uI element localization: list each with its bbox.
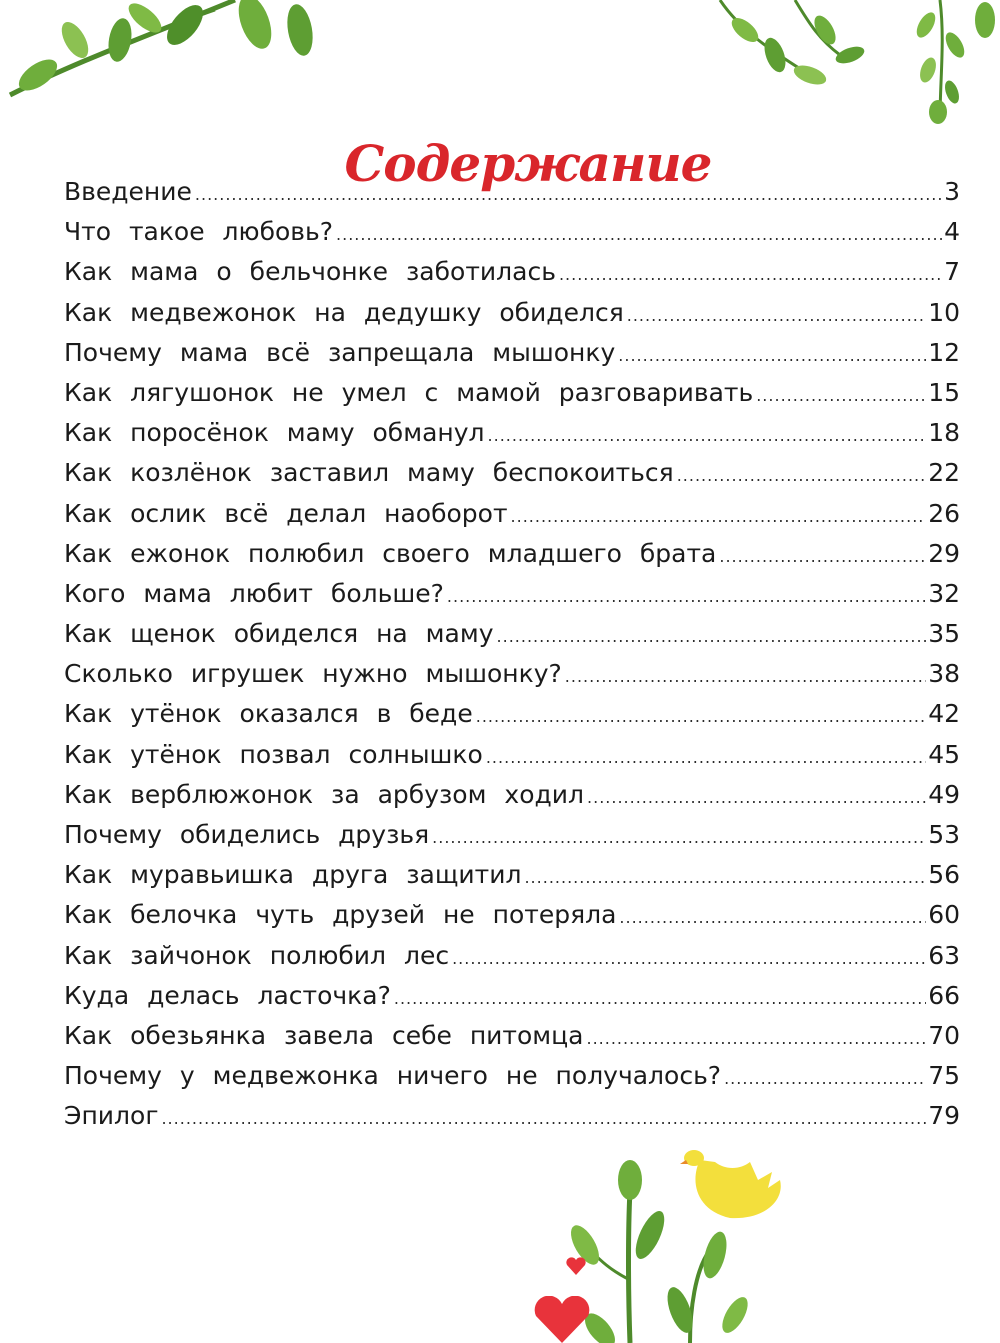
toc-entry-title: Как лягушонок не умел с мамой разговаривать [64,377,754,407]
toc-entry-page: 70 [928,1020,960,1050]
toc-entry-page: 3 [944,177,960,206]
toc-entry-page: 75 [928,1061,960,1091]
table-of-contents [64,172,960,1137]
toc-entry-page: 38 [928,659,960,689]
toc-entry [64,815,960,855]
toc-dot-leader [559,255,942,295]
toc-entry [64,855,960,895]
toc-entry-page: 18 [928,418,960,448]
toc-entry-page: 10 [928,297,960,327]
toc-entry [64,654,960,694]
toc-entry-title: Введение [64,177,192,206]
leaf-vines-top-right-icon [700,0,1000,130]
toc-entry [64,172,960,212]
toc-entry [64,936,960,976]
toc-entry-title: Как щенок обиделся на маму [64,619,494,649]
toc-dot-leader [486,738,926,778]
toc-dot-leader [565,657,926,697]
toc-entry-title: Почему обиделись друзья [64,820,430,849]
heart-small-icon [565,1256,587,1276]
toc-entry-title: Как поросёнок маму обманул [64,418,485,448]
toc-entry-page: 4 [944,217,960,247]
toc-entry-page: 35 [928,619,960,649]
toc-entry-title: Почему у медвежонка ничего не получалось? [64,1061,722,1091]
toc-entry-page: 56 [928,860,960,890]
toc-dot-leader [432,818,926,858]
toc-entry [64,976,960,1016]
toc-entry [64,694,960,734]
toc-entry-page: 15 [928,377,960,407]
toc-entry-title: Что такое любовь? [64,217,334,247]
toc-entry-page: 7 [944,257,960,287]
toc-entry-title: Как медвежонок на дедушку обиделся [64,297,624,327]
toc-entry [64,895,960,935]
toc-entry-title: Кого мама любит больше? [64,578,444,608]
toc-dot-leader [452,939,926,979]
toc-entry-title: Как козлёнок заставил маму беспокоиться [64,458,674,488]
toc-dot-leader [586,1019,926,1059]
toc-dot-leader [719,537,926,577]
toc-entry-title: Как утёнок оказался в беде [64,699,473,729]
toc-dot-leader [677,456,926,496]
toc-entry [64,775,960,815]
toc-entry-page: 12 [928,337,960,367]
toc-entry [64,534,960,574]
toc-entry [64,453,960,493]
toc-dot-leader [618,336,926,376]
toc-entry [64,1016,960,1056]
toc-dot-leader [195,175,942,215]
toc-entry-title: Как белочка чуть друзей не потеряла [64,900,617,930]
leaf-branch-top-left-icon [0,0,330,110]
toc-entry-page: 29 [928,538,960,568]
toc-dot-leader [524,858,926,898]
toc-entry-title: Как ежонок полюбил своего младшего брата [64,538,717,568]
toc-entry-page: 32 [928,578,960,608]
chick-icon [680,1150,790,1225]
toc-dot-leader [161,1099,926,1139]
toc-entry-title: Куда делась ласточка? [64,980,391,1010]
toc-entry-page: 60 [928,900,960,930]
toc-entry-title: Как ослик всё делал наоборот [64,498,508,528]
toc-dot-leader [394,979,926,1019]
toc-entry [64,212,960,252]
toc-dot-leader [627,296,926,336]
toc-entry-title: Почему мама всё запрещала мышонку [64,337,616,367]
toc-entry [64,1096,960,1136]
toc-dot-leader [336,215,942,255]
toc-entry-title: Сколько игрушек нужно мышонку? [64,659,562,689]
toc-entry [64,413,960,453]
toc-dot-leader [756,376,926,416]
page-title: Содержание [344,133,712,193]
toc-entry-page: 79 [928,1101,960,1131]
toc-entry-title: Как муравьишка друга защитил [64,860,522,890]
toc-entry-title: Эпилог [64,1101,159,1131]
toc-entry-page: 45 [928,739,960,769]
heart-large-icon [532,1296,592,1343]
toc-entry [64,293,960,333]
toc-entry [64,373,960,413]
toc-dot-leader [587,778,926,818]
toc-entry [64,252,960,292]
toc-dot-leader [724,1059,926,1099]
toc-entry [64,494,960,534]
toc-entry [64,574,960,614]
toc-entry-page: 42 [928,699,960,729]
toc-entry-title: Как мама о бельчонке заботилась [64,257,556,287]
toc-entry-title: Как верблюжонок за арбузом ходил [64,779,585,809]
toc-entry-title: Как обезьянка завела себе питомца [64,1020,584,1050]
toc-entry [64,735,960,775]
toc-entry [64,333,960,373]
toc-entry-title: Как утёнок позвал солнышко [64,739,483,769]
toc-entry-page: 66 [928,980,960,1010]
toc-entry-page: 63 [928,940,960,970]
toc-entry-page: 53 [928,820,960,849]
toc-entry-page: 26 [928,498,960,528]
toc-dot-leader [447,577,926,617]
toc-entry [64,614,960,654]
toc-dot-leader [511,497,927,537]
toc-dot-leader [619,898,926,938]
toc-entry-page: 22 [928,458,960,488]
toc-dot-leader [488,416,927,456]
toc-entry-page: 49 [928,779,960,809]
toc-entry [64,1056,960,1096]
toc-dot-leader [497,617,927,657]
toc-entry-title: Как зайчонок полюбил лес [64,940,450,970]
toc-dot-leader [476,697,926,737]
